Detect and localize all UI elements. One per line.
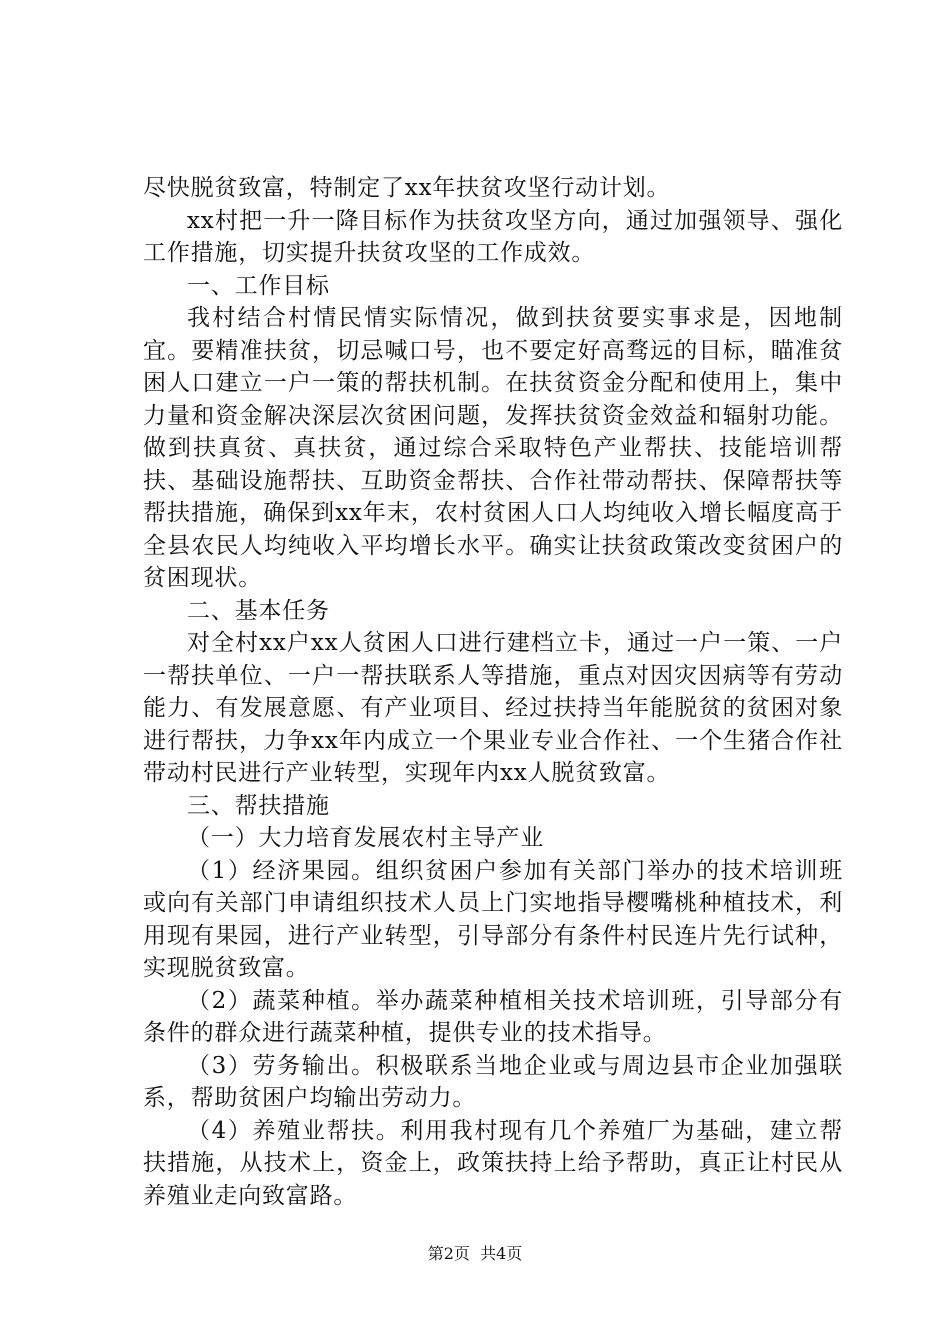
- page-total-label: 共4页: [480, 1244, 523, 1263]
- item-livestock: （4）养殖业帮扶。利用我村现有几个养殖厂为基础，建立帮扶措施，从技术上，资金上，政策扶持上给予帮助，真正让村民从养殖业走向致富路。: [143, 1117, 843, 1209]
- paragraph-work-goals: 我村结合村情民情实际情况，做到扶贫要实事求是，因地制宜。要精准扶贫，切忌喊口号，也不要定好高骛远的目标，瞄准贫困人口建立一户一策的帮扶机制。在扶贫资金分配和使用上，集中力量和资金解决深层次贫困问题，发挥扶贫资金效益和辐射功能。做到扶真贫、真扶贫，通过综合采取特色产业帮扶、技能培训帮扶、基础设施帮扶、互助资金帮扶、合作社带动帮扶、保障帮扶等帮扶措施，确保到xx年末，农村贫困人口人均纯收入增长幅度高于全县农民人均纯收入平均增长水平。确实让扶贫政策改变贫困户的贫困现状。: [143, 305, 843, 591]
- item-labor-export: （3）劳务输出。积极联系当地企业或与周边县市企业加强联系，帮助贫困户均输出劳动力。: [143, 1052, 843, 1111]
- document-body: [143, 172, 843, 1212]
- paragraph-overview: xx村把一升一降目标作为扶贫攻坚方向，通过加强领导、强化工作措施，切实提升扶贫攻坚的工作成效。: [143, 207, 843, 266]
- paragraph-intro-continuation: 尽快脱贫致富，特制定了xx年扶贫攻坚行动计划。: [143, 175, 671, 201]
- heading-work-goals: 一、工作目标: [187, 272, 330, 299]
- page-number-label: 第2页: [427, 1244, 470, 1263]
- item-orchard: （1）经济果园。组织贫困户参加有关部门举办的技术培训班或向有关部门申请组织技术人员上门实地指导樱嘴桃种植技术，利用现有果园，进行产业转型，引导部分有条件村民连片先行试种，实现脱贫致富。: [143, 857, 843, 981]
- item-vegetables: （2）蔬菜种植。举办蔬菜种植相关技术培训班，引导部分有条件的群众进行蔬菜种植，提供专业的技术指导。: [143, 987, 843, 1046]
- page-footer: [0, 1244, 950, 1264]
- paragraph-basic-tasks: 对全村xx户xx人贫困人口进行建档立卡，通过一户一策、一户一帮扶单位、一户一帮扶联系人等措施，重点对因灾因病等有劳动能力、有发展意愿、有产业项目、经过扶持当年能脱贫的贫困对象进行帮扶，力争xx年内成立一个果业专业合作社、一个生猪合作社带动村民进行产业转型，实现年内xx人脱贫致富。: [143, 630, 843, 786]
- heading-basic-tasks: 二、基本任务: [187, 597, 330, 624]
- subheading-industry: （一）大力培育发展农村主导产业: [187, 825, 544, 851]
- heading-support-measures: 三、帮扶措施: [187, 792, 330, 819]
